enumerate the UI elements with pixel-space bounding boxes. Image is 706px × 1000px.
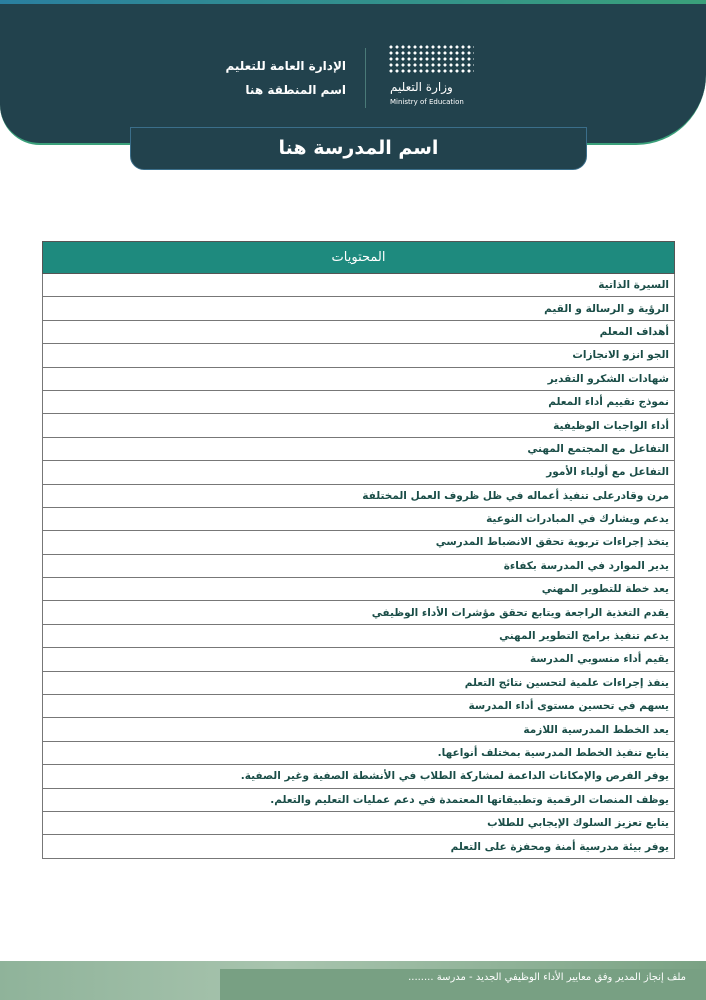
- table-row: [43, 367, 675, 390]
- contents-item: يوظف المنصات الرقمية وتطبيقاتها المعتمدة في دعم عمليات التعليم والتعلم.: [43, 788, 675, 811]
- directorate-name: الإدارة العامة للتعليم: [225, 59, 346, 73]
- contents-table: [42, 241, 675, 859]
- contents-item: يدير الموارد في المدرسة بكفاءة: [43, 554, 675, 577]
- contents-item: شهادات الشكرو التقدير: [43, 367, 675, 390]
- table-row: [43, 274, 675, 297]
- table-row: [43, 507, 675, 530]
- contents-item: يتابع تنفيذ الخطط المدرسية بمختلف أنواعها.: [43, 741, 675, 764]
- contents-item: يوفر الفرص والإمكانات الداعمة لمشاركة الطلاب في الأنشطة الصفية وغير الصفية.: [43, 765, 675, 788]
- contents-item: يقدم التغذية الراجعة ويتابع تحقق مؤشرات الأداء الوظيفي: [43, 601, 675, 624]
- ministry-name-en: Ministry of Education: [390, 98, 464, 106]
- table-row: [43, 624, 675, 647]
- contents-item: ينفذ إجراءات علمية لتحسين نتائج التعلم: [43, 671, 675, 694]
- table-row: [43, 601, 675, 624]
- table-row: [43, 414, 675, 437]
- table-row: [43, 811, 675, 834]
- contents-item: أداء الواجبات الوظيفية: [43, 414, 675, 437]
- table-row: [43, 437, 675, 460]
- contents-item: الرؤية و الرسالة و القيم: [43, 297, 675, 320]
- table-row: [43, 531, 675, 554]
- school-name: اسم المدرسة هنا: [130, 127, 587, 170]
- contents-item: يسهم في تحسين مستوى أداء المدرسة: [43, 695, 675, 718]
- contents-item: يعد الخطط المدرسية اللازمة: [43, 718, 675, 741]
- contents-title: المحتويات: [43, 242, 675, 274]
- header-banner: [0, 4, 706, 145]
- table-row: [43, 297, 675, 320]
- contents-item: يدعم ويشارك في المبادرات النوعية: [43, 507, 675, 530]
- contents-item: يدعم تنفيذ برامج التطوير المهني: [43, 624, 675, 647]
- table-row: [43, 671, 675, 694]
- contents-item: الجو انزو الانجازات: [43, 344, 675, 367]
- table-row: [43, 320, 675, 343]
- table-row: [43, 461, 675, 484]
- region-name: اسم المنطقة هنا: [245, 83, 346, 97]
- table-row: [43, 718, 675, 741]
- table-row: [43, 390, 675, 413]
- contents-item: نموذج تقييم أداء المعلم: [43, 390, 675, 413]
- table-row: [43, 695, 675, 718]
- table-row: [43, 554, 675, 577]
- contents-item: التفاعل مع أولياء الأمور: [43, 461, 675, 484]
- contents-item: يعد خطة للتطوير المهني: [43, 578, 675, 601]
- footer: [0, 961, 706, 1000]
- contents-item: التفاعل مع المجتمع المهني: [43, 437, 675, 460]
- divider: [365, 48, 366, 108]
- table-row: [43, 765, 675, 788]
- contents-item: يتخذ إجراءات تربوية تحقق الانضباط المدرسي: [43, 531, 675, 554]
- table-row: [43, 484, 675, 507]
- table-row: [43, 741, 675, 764]
- table-row: [43, 835, 675, 858]
- ministry-name-ar: وزارة التعليم: [390, 80, 453, 94]
- footer-text: ملف إنجاز المدير وفق معايير الأداء الوظيفي الجديد - مدرسة ........: [408, 972, 686, 983]
- contents-item: يقيم أداء منسوبي المدرسة: [43, 648, 675, 671]
- contents-item: السيرة الذاتية: [43, 274, 675, 297]
- contents-item: يوفر بيئة مدرسية أمنة ومحفزة على التعلم: [43, 835, 675, 858]
- contents-item: مرن وقادرعلى تنفيذ أعماله في ظل ظروف العمل المختلفة: [43, 484, 675, 507]
- table-row: [43, 648, 675, 671]
- contents-item: أهداف المعلم: [43, 320, 675, 343]
- contents-item: يتابع تعزيز السلوك الإيجابي للطلاب: [43, 811, 675, 834]
- table-row: [43, 788, 675, 811]
- ministry-logo-icon: [388, 44, 474, 74]
- table-row: [43, 344, 675, 367]
- table-row: [43, 578, 675, 601]
